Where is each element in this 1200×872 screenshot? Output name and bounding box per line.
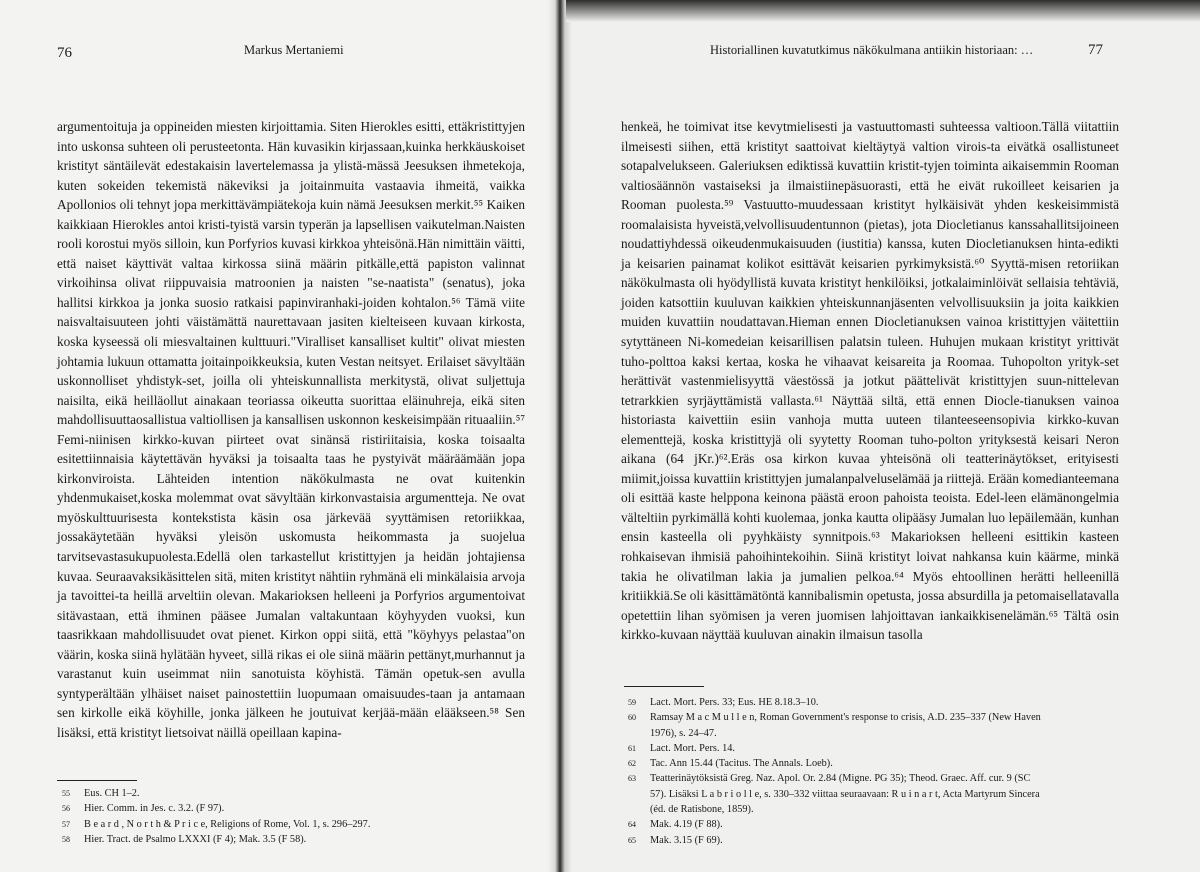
- text-line: Se oli käsittämätöntä kannibalismin opetusta, jossa absurdilla ja petomaisella: [673, 588, 1084, 604]
- page-number: 77: [1088, 42, 1103, 58]
- text-line: koska molemmat ovat sävyltään kirkonvastaisia argumentteja. Ne ovat myös: [57, 490, 525, 525]
- text-line: yhdessä oikeudenmukaisuuden (iustitia) kanssa, kuten Diocletianuksen hinta-: [664, 236, 1089, 252]
- footnote-text: Ramsay M a c M u l l e n, Roman Government's response to crisis, A.D. 235–337 (New Haven: [650, 712, 1041, 724]
- text-line: pois.⁶³ Makarioksen helleeni esittikin kasteen rohkaisevan ihmisiä pahoihin: [621, 529, 1119, 565]
- text-line: sukupuolesta.: [123, 549, 197, 565]
- footnote-text: Lact. Mort. Pers. 33; Eus. HE 8.18.3–10.: [650, 697, 819, 708]
- text-line: Hän nimittäin väitti, että naiset käyttivät valtaa kirkossa siinä määrin pitkälle,: [57, 236, 525, 271]
- book-gutter: [548, 0, 572, 872]
- footnote: [62, 817, 370, 832]
- page-shadow: [566, 0, 1200, 22]
- footnote-number: 60: [628, 713, 636, 723]
- text-line: joiden kohtalon.⁵⁶ Tämä viite naisvaltaisuuteen johti väistämättä naurettavaan ja: [57, 294, 525, 330]
- text-line: jäsenten velvollisuuksiin ja joita kaikkien muiden kuvattiin noudattavan.: [621, 294, 1119, 330]
- text-line: Tällä viitattiin ilmeisesti siihen, että kristityt saattoivat kieltäytyä valtion virois-: [621, 119, 1119, 154]
- text-line: kuinka herkkäuskoiset kristityt säntäilevät edestakaisin lavertelemassa ja ylistä-: [57, 138, 525, 174]
- text-line: epäsuorasti, että he eivät rukoilleet keisarien ja Rooman puolesta.⁵⁹ Vastuutto-: [621, 177, 1119, 213]
- footnote-text: Tac. Ann 15.44 (Tacitus. The Annals. Loeb).: [650, 758, 833, 770]
- footnote-text: Hier. Tract. de Psalmo LXXXI (F 4); Mak. 3.5 (F 58).: [84, 833, 307, 845]
- text-line: mään elääkseen.⁵⁸ Sen lisäksi, että kristityt lietsoivat näillä opeillaan kapina-: [57, 705, 525, 740]
- text-line: teemana oli esittää kaste helppona keinona päästä eroon pahoista teoista. Edel-: [621, 470, 1119, 506]
- footnote: [628, 833, 1041, 848]
- text-line: siten kielteiseen kuvaan kirkosta, koska kyseessä oli miesvaltainen kulttuuri.: [57, 314, 525, 350]
- text-line: elämän.⁶⁵ Tältä osin kirkko-kuvaan näyttää kuuluvan ainakin ilmaisun tasolla: [621, 607, 1120, 643]
- footnote: [628, 756, 1041, 771]
- running-head: Historiallinen kuvatutkimus näkökulmana antiikin historiaan: …: [710, 43, 1034, 57]
- footnote-text: 1976), s. 24–47.: [650, 727, 717, 739]
- footnote-text: 57). Lisäksi L a b r i o l l e, s. 330–332 viittaa seuraavaan: R u i n a r t, Acta Martyrum Sincera: [650, 788, 1040, 800]
- footnote-number: 63: [628, 774, 636, 784]
- footnote: [628, 695, 1041, 710]
- text-line: tavalla opetettiin lihan syömisen ja veren juomisen lahjoittavan iankaikkisen: [621, 588, 1119, 623]
- footnote: [628, 817, 1041, 832]
- footnote: [628, 726, 1041, 741]
- text-line: naisia käytettävän hyväksi ja toisaalta taas he pystyivät määräämään jopa kirkon: [57, 451, 525, 486]
- footnote-number: 59: [628, 698, 636, 707]
- footnote: [628, 802, 1041, 817]
- text-line: polton yrityksestä keisari Neron aikana (64 jKr.)⁶².: [621, 431, 1119, 467]
- text-line: edikti ja keisarien painamat kolikot esittävät keisarien pyrkimyksistä.⁶⁰ Syyttä-: [621, 236, 1119, 271]
- text-line: tyistä varsin typerän ja lapsellisen vaikutelman.: [229, 216, 485, 232]
- text-line: osallistua valtiollisen ja kansallisen uskonnon keskeisimpään rituaaliin.⁵⁷ Femi-: [57, 412, 525, 447]
- footnote: [628, 787, 1041, 802]
- text-line: rikkaan mahdollisuudet ovat pienet. Kirkon oppi siitä, että "köyhyys pelastaa": [77, 627, 512, 643]
- text-line: naatista" (senatus), joka hallitsi kirkkoa ja jonka suosio ratkaisi papinviranhaki-: [57, 275, 525, 310]
- footnotes: [62, 786, 370, 847]
- text-line: "Viralliset kansalliset kultit" olivat miesten johtamia lukuun ottamatta joitain: [57, 334, 525, 369]
- text-line: muita vastaavia ihmeitä, vaikka Apollonios oli tehnyt jopa merkittävämpiä: [57, 177, 525, 213]
- text-line: set, joilla oli yhteiskunnallista merkitystä, olivat suljettuja naisilta, eikä heillä: [57, 373, 526, 408]
- text-line: set herättivät vastenmielisyyttä väestössä ja jotkut päättelivät kristittyjen suun-: [621, 353, 1119, 389]
- text-line: tianuksen vainoa historiasta kaivettiin esiin vanhoja mutta uuteen tilanteeseen: [621, 392, 1119, 428]
- text-line: viroista. Lähteiden intention näkökulmasta ne ovat kuitenkin yhdenmukaiset,: [57, 470, 525, 506]
- text-line: muudessaan kristityt hylkäisivät yhden keskeisimmistä roomalaisista hyveistä,: [621, 197, 1119, 232]
- text-line: joissa kuvattiin kristittyjen jumalanpalveluselämää ja riittejä. Erään komedian: [659, 470, 1075, 486]
- text-line: niinisen kirkko-kuvan piirteet ovat sinänsä ristiriitaisia, koska toisaalta esitettiin: [57, 431, 525, 467]
- body-text: [57, 117, 525, 743]
- footnote: [62, 832, 370, 847]
- text-line: henkeä, he toimivat itse kevytmielisesti ja vastuuttomasti suhteessa valtioon.: [621, 119, 1042, 134]
- text-line: että papiston valinnat virkoihinsa olivat riippuvaisia matroonien ja naisten "se-: [57, 255, 526, 291]
- text-line: ta heillä arveltiin olevan. Makarioksen helleeni ja Porfyrios argumentoivat sitä: [57, 588, 526, 623]
- text-line: on väärin, koska siinä hylätään hyveet, sillä rikas ei ole siinä määrin pettänyt,: [57, 627, 525, 662]
- footnote-number: 62: [628, 759, 636, 769]
- footnote-number: 64: [628, 820, 636, 830]
- text-line: komedeian keisarillisen palatsin tuleen. Huhujen mukaan kristityt yrittivät tuho-: [621, 334, 1119, 369]
- text-line: leen elämänongelmia välteltiin pyrkimällä kohti kuolemaa, jonka kautta oli: [621, 490, 1120, 525]
- footnote-text: Mak. 4.19 (F 88).: [650, 819, 723, 831]
- footnote-text: Lact. Mort. Pers. 14.: [650, 742, 735, 754]
- footnote-text: Teatterinäytöksistä Greg. Naz. Apol. Or. 2.84 (Migne. PG 35); Theod. Graec. Aff. cur. 9 (SC: [650, 773, 1031, 785]
- footnote-text: Hier. Comm. in Jes. c. 3.2. (F 97).: [84, 803, 225, 815]
- footnote: [62, 786, 370, 801]
- text-line: sen avulla syntyperältään ylhäiset naiset painostettiin luopumaan omaisuudes-: [57, 666, 525, 701]
- text-line: velvollisuudentunnon (pietas), jota Diocletianus kanssahallitsijoineen noudatti: [621, 216, 1119, 252]
- text-line: tyjen toiminta aikaisemmin Rooman valtiosäännön vastaiseksi ja ilmaistiin: [621, 158, 1119, 193]
- text-line: nittelevan tetrarkkien syrjäyttämistä vallasta.⁶¹ Näyttää siltä, että ennen Diocle-: [621, 373, 1119, 408]
- footnote-rule: [624, 686, 704, 687]
- text-line: mässä Jeesuksen ihmetekoja, kuten sokeiden tekemistä näkeviksi ja joitain: [57, 158, 525, 193]
- text-line: murhannut ja varastanut kuin useimmat niin sanotuista köyhistä. Tämän opetuk-: [57, 646, 526, 682]
- text-line: kristittyjen into uskonsa suhteen oli perusteetonta. Hän kuvasikin kirjassaan,: [57, 119, 525, 154]
- footnote-number: 61: [628, 743, 636, 753]
- footnote-number: 55: [62, 789, 70, 798]
- text-line: Naisten rooli korostui myös silloin, kun Porfyrios kuvasi kirkkoa yhteisönä.: [57, 216, 525, 252]
- footnote-number: 56: [62, 804, 70, 814]
- text-line: tekoihin. Siinä kristityt loivat nahkansa kuin käärme, minkä takia he olivat: [621, 549, 1119, 584]
- page-number: 76: [57, 45, 72, 61]
- text-line: poikkeuksia, kuten Vestan neitsyet. Erilaiset sävyltään uskonnolliset yhdistyk-: [57, 353, 526, 389]
- text-line: polttoa kaksi kertaa, koska he vihaavat keisareita ja Roomaa. Tuhopolton yrityk-: [649, 353, 1105, 369]
- footnote-text: Mak. 3.15 (F 69).: [650, 834, 723, 846]
- text-line: vastaan, että ihminen pääsee Jumalan valtakuntaan köyhyyden vuoksi, kun taas: [57, 607, 525, 643]
- footnote: [62, 801, 370, 816]
- text-line: argumentoituja ja oppineiden miesten kirjoittamia. Siten Hierokles esitti, että: [57, 119, 468, 134]
- footnote-number: 58: [62, 834, 70, 844]
- footnotes: [628, 695, 1041, 848]
- footnote-text: Eus. CH 1–2.: [84, 788, 140, 799]
- text-line: ollut ainakaan teoriassa oikeutta suorittaa eläinuhreja, eikä siten mahdollisuutta: [57, 392, 525, 428]
- text-line: misen retoriikan näkökulmasta oli hyödyllistä kuvata kristityt henkilöiksi, jotka: [621, 255, 1119, 291]
- text-line: laiminlöivät sellaisia tehtäviä, joiden katsottiin kuuluvan kaikkien yhteiskunnan: [621, 275, 1119, 310]
- text-line: Eräs osa kirkon kuvaa yhteisönä oli teatterinäytökset, erityisesti miimit,: [621, 451, 1120, 486]
- footnote-number: 57: [62, 819, 70, 829]
- right-page: [566, 0, 1200, 872]
- footnote-number: 65: [628, 835, 636, 845]
- body-text: [621, 117, 1119, 645]
- left-page: [0, 0, 558, 872]
- text-line: sopivia kirkko-kuvan elementtejä, koska kristittyjä oli syytetty Rooman tuho-: [621, 412, 1120, 447]
- footnote-rule: [57, 780, 137, 781]
- text-line: kulttuurisesta kontekstista käsin osa järkevää syyttämisen retoriikkaa, jossa: [57, 509, 525, 545]
- text-line: käytetään hyväksi yleisön uskomusta heikommasta ja suojelua tarvitsevasta: [57, 529, 525, 565]
- text-line: käsittelen sitä, miten kristityt nähtiin ryhmänä eli minkälaisia arvoja ja tavoittei-: [57, 568, 525, 604]
- running-head: Markus Mertaniemi: [244, 43, 344, 57]
- footnote-text: (éd. de Ratisbone, 1859).: [650, 804, 754, 816]
- text-line: ta eivätkä osallistuneet sotapalvelukseen. Galeriuksen ediktissä kuvattiin kristit-: [621, 138, 1119, 174]
- text-line: tekoja kuin nämä Jeesuksen merkit.⁵⁵ Kaiken kaikkiaan Hierokles antoi kristi-: [57, 197, 525, 232]
- text-line: ilman lakia ja jumalien pelkoa.⁶⁴ Myös ehtoollinen herätti helleenillä kritiikkiä.: [621, 568, 1119, 604]
- text-line: taan ja antamaan sen kirkolle eikä köyhille, jonka jälkeen he joutuivat kerjää-: [57, 685, 525, 721]
- footnote: [628, 741, 1041, 756]
- text-line: pääsy Jumalan luo lepäilemään, kunhan ensin kasteella oli pyyhkäisty synnit: [621, 509, 1119, 545]
- text-line: Hieman ennen Diocletianuksen vainoa kristittyjen väitettiin sytyttäneen Ni-: [621, 314, 1119, 350]
- footnote: [628, 771, 1041, 786]
- footnote: [628, 710, 1041, 725]
- text-line: Edellä olen tarkastellut kristittyjen ja heidän johtajiensa kuvaa. Seuraavaksi: [57, 549, 525, 584]
- footnote-text: B e a r d , N o r t h & P r i c e, Religions of Rome, Vol. 1, s. 296–297.: [84, 818, 371, 830]
